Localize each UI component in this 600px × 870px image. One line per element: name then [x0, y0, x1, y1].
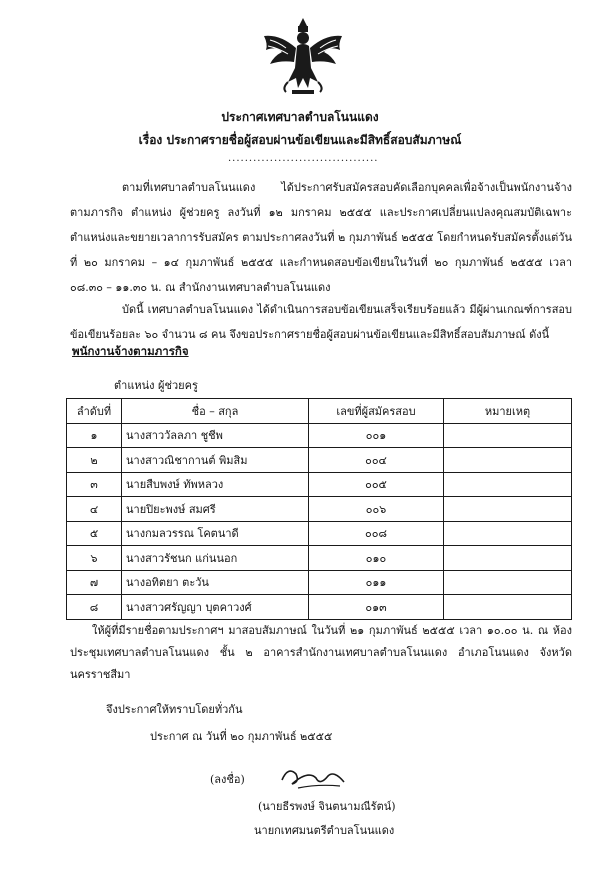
row-name: นายปิยะพงษ์ สมศรี	[122, 497, 309, 522]
paragraph-3: ให้ผู้ที่มีรายชื่อตามประกาศฯ มาสอบสัมภาษณ์ ในวันที่ ๒๑ กุมภาพันธ์ ๒๕๕๕ เวลา ๑๐.๐๐ น. ณ ห้องประชุมเทศบาลตำบลโนนแดง ชั้น ๒ อาคารสำนักงานเทศบาลตำบลโนนแดง อำเภอโนนแดง จังหวัดนครราชสีมา	[70, 624, 572, 681]
row-name: นางสาวณิชากานต์ พิมสิม	[122, 448, 309, 473]
table-row	[67, 497, 572, 522]
header-applicant-no: เลขที่ผู้สมัครสอบ	[309, 399, 444, 424]
table-row	[67, 448, 572, 473]
signer-position: นายกเทศมนตรีตำบลโนนแดง	[254, 824, 395, 837]
row-applicant-no: ๐๐๕	[309, 472, 444, 497]
row-name: นายสืบพงษ์ ทัพหลวง	[122, 472, 309, 497]
row-applicant-no: ๐๑๐	[309, 546, 444, 571]
paragraph-result	[70, 297, 572, 347]
row-applicant-no: ๐๐๑	[309, 423, 444, 448]
document-title: ประกาศเทศบาลตำบลโนนแดง	[221, 110, 379, 124]
paragraph-interview	[70, 620, 572, 686]
row-no: ๕	[67, 521, 122, 546]
table-header-row	[67, 399, 572, 424]
section-title: พนักงานจ้างตามภารกิจ	[72, 344, 189, 358]
row-no: ๘	[67, 595, 122, 620]
title-separator: ....................................	[228, 153, 379, 164]
row-applicant-no: ๐๑๓	[309, 595, 444, 620]
table-row	[67, 595, 572, 620]
row-applicant-no: ๐๑๑	[309, 570, 444, 595]
table-row	[67, 570, 572, 595]
row-no: ๗	[67, 570, 122, 595]
row-name: นางกมลวรรณ โคตนาดี	[122, 521, 309, 546]
garuda-emblem	[258, 16, 348, 96]
row-applicant-no: ๐๐๘	[309, 521, 444, 546]
table-row	[67, 546, 572, 571]
row-note	[444, 423, 572, 448]
row-name: นางสาวรัชนก แก่นนอก	[122, 546, 309, 571]
row-no: ๑	[67, 423, 122, 448]
row-note	[444, 521, 572, 546]
document-subject: เรื่อง ประกาศรายชื่อผู้สอบผ่านข้อเขียนและมีสิทธิ์สอบสัมภาษณ์	[138, 133, 462, 147]
row-note	[444, 570, 572, 595]
row-note	[444, 595, 572, 620]
row-no: ๓	[67, 472, 122, 497]
row-note	[444, 472, 572, 497]
closing-statement: จึงประกาศให้ทราบโดยทั่วกัน	[106, 703, 243, 716]
paragraph-1: ตามที่เทศบาลตำบลโนนแดง ได้ประกาศรับสมัครสอบคัดเลือกบุคคลเพื่อจ้างเป็นพนักงานจ้าง ตามภารกิจ ตำแหน่ง ผู้ช่วยครู ลงวันที่ ๑๒ มกราคม ๒๕๕๕ และประกาศเปลี่ยนแปลงคุณสมบัติเฉพาะตำแหน่งและขยายเวลาการรับสมัคร ตามประกาศลงวันที่ ๒ กุมภาพันธ์ ๒๕๕๕ โดยกำหนดรับสมัครตั้งแต่วันที่ ๒๐ มกราคม – ๑๔ กุมภาพันธ์ ๒๕๕๕ และกำหนดสอบข้อเขียนในวันที่ ๒๐ กุมภาพันธ์ ๒๕๕๕ เวลา ๐๘.๓๐ – ๑๑.๓๐ น. ณ สำนักงานเทศบาลตำบลโนนแดง	[70, 181, 572, 294]
paragraph-announcement	[70, 175, 572, 300]
row-name: นางสาวศรัญญา บุตคาวงศ์	[122, 595, 309, 620]
row-name: นางอทิตยา ตะวัน	[122, 570, 309, 595]
table-row	[67, 423, 572, 448]
signature	[278, 760, 348, 792]
table-row	[67, 472, 572, 497]
row-no: ๔	[67, 497, 122, 522]
paragraph-2: บัดนี้ เทศบาลตำบลโนนแดง ได้ดำเนินการสอบข้อเขียนเสร็จเรียบร้อยแล้ว มีผู้ผ่านเกณฑ์การสอบข้อเขียนร้อยละ ๖๐ จำนวน ๘ คน จึงขอประกาศรายชื่อผู้สอบผ่านข้อเขียนและมีสิทธิ์สอบสัมภาษณ์ ดังนี้	[70, 303, 572, 341]
row-applicant-no: ๐๐๔	[309, 448, 444, 473]
row-no: ๒	[67, 448, 122, 473]
signer-name: (นายธีรพงษ์ จินตนามณีรัตน์)	[258, 800, 396, 813]
header-name: ชื่อ – สกุล	[122, 399, 309, 424]
announcement-date: ประกาศ ณ วันที่ ๒๐ กุมภาพันธ์ ๒๕๕๕	[150, 730, 333, 743]
row-note	[444, 448, 572, 473]
position-label: ตำแหน่ง ผู้ช่วยครู	[114, 379, 198, 392]
header-no: ลำดับที่	[67, 399, 122, 424]
row-note	[444, 546, 572, 571]
row-applicant-no: ๐๐๖	[309, 497, 444, 522]
header-note: หมายเหตุ	[444, 399, 572, 424]
candidates-table	[66, 398, 572, 620]
signed-label: (ลงชื่อ)	[210, 773, 245, 786]
row-name: นางสาววัลลภา ชูชีพ	[122, 423, 309, 448]
table-row	[67, 521, 572, 546]
row-note	[444, 497, 572, 522]
row-no: ๖	[67, 546, 122, 571]
